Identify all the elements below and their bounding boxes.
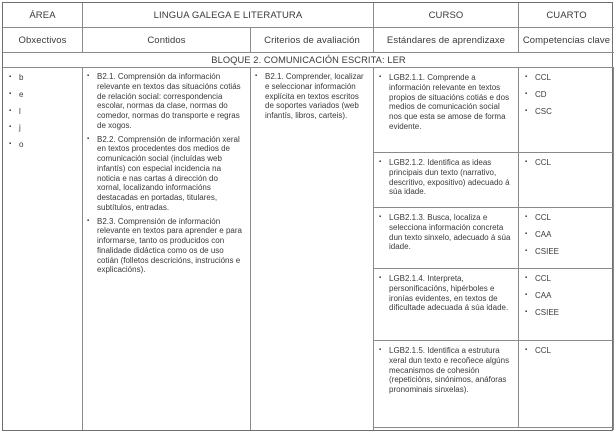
- estandar-text: LGB2.1.1. Comprende a información relevante en textos propios de situacións cotiás e dos medios de comunicación social nos que esta se amose de forma evidente.: [389, 73, 510, 131]
- column-header-competencias: Competencias clave: [519, 28, 614, 53]
- estandar-cell: [374, 153, 519, 207]
- criterio-item: [255, 72, 367, 121]
- bullet-icon: ▪: [525, 159, 528, 165]
- competencia-item-text: CCL: [535, 158, 552, 167]
- bullet-icon: ▪: [255, 73, 258, 79]
- estandar-item: [379, 274, 514, 313]
- estandar-row: [374, 153, 613, 208]
- estandar-row: [374, 269, 613, 341]
- competencia-item: [525, 90, 611, 100]
- estandar-text: LGB2.1.4. Interpreta, personificacións, hipérboles e ironías evidentes, en textos de dificultade adecuada á súa idade.: [389, 274, 509, 313]
- competencia-item: [525, 107, 611, 117]
- bullet-icon: ▪: [9, 74, 12, 80]
- criterio-item-text: B2.1. Comprender, localizar e seleccionar información explícita en textos escritos de soportes variados (web infantís, libros, carteis).: [265, 72, 364, 120]
- competencia-item: [525, 158, 611, 168]
- estandar-item: [379, 346, 514, 395]
- bullet-icon: ▪: [525, 347, 528, 353]
- competencia-item-text: CCL: [535, 73, 552, 82]
- estandares-subtable: [374, 68, 613, 428]
- bullet-icon: ▪: [379, 214, 382, 220]
- column-header-estandares: Estándares de aprendizaxe: [374, 28, 519, 53]
- bullet-icon: ▪: [525, 291, 528, 298]
- bullet-icon: ▪: [87, 73, 90, 79]
- bullet-icon: ▪: [379, 275, 382, 281]
- obxectivo-item-text: b: [19, 73, 24, 82]
- competencia-item-text: CSIEE: [535, 246, 560, 256]
- column-header-criterios: Criterios de avaliación: [251, 28, 374, 53]
- competencia-item-text: CAA: [535, 290, 552, 300]
- contido-item: [87, 72, 244, 131]
- obxectivo-item: [9, 73, 79, 83]
- header-subject: LINGUA GALEGA E LITERATURA: [83, 3, 374, 28]
- competencia-item-text: CD: [535, 89, 547, 99]
- curriculum-table: [2, 2, 613, 431]
- contido-item-text: B2.3. Comprensión de información relevante en textos para aprender e para informarse, tanto os producidos con finalidade didáctica como os de uso cotián (folletos descricións, instrucións e explicacións).: [97, 216, 242, 275]
- bullet-icon: ▪: [525, 90, 528, 97]
- bloque-title: BLOQUE 2. COMUNICACIÓN ESCRITA: LER: [3, 53, 614, 68]
- obxectivo-item: [9, 107, 79, 117]
- bullet-icon: ▪: [379, 159, 382, 165]
- competencia-item: [525, 308, 611, 318]
- estandar-text: LGB2.1.5. Identifica a estrutura xeral dun texto e recoñece algúns mecanismos de cohesión (repeticións, sinónimos, anáforas pronominais sinxelas).: [389, 346, 510, 394]
- competencias-cell: [519, 68, 613, 152]
- competencia-item: [525, 230, 611, 240]
- bullet-icon: ▪: [9, 90, 12, 97]
- obxectivo-item-text: e: [19, 89, 24, 99]
- bullet-icon: ▪: [379, 74, 382, 80]
- competencia-item: [525, 291, 611, 301]
- bullet-icon: ▪: [525, 275, 528, 281]
- column-header-obxectivos: Obxectivos: [3, 28, 83, 53]
- obxectivo-item: [9, 123, 79, 133]
- obxectivo-item: [9, 90, 79, 100]
- header-curso-label: CURSO: [374, 3, 519, 28]
- competencia-item: [525, 274, 611, 284]
- bullet-icon: ▪: [87, 217, 90, 224]
- estandar-item: [379, 213, 514, 252]
- obxectivo-item-text: l: [19, 106, 21, 116]
- competencias-cell: [519, 269, 613, 340]
- competencia-item: [525, 73, 611, 83]
- contidos-cell: [83, 68, 251, 430]
- bullet-icon: ▪: [9, 107, 12, 114]
- competencia-item: [525, 247, 611, 257]
- bullet-icon: ▪: [525, 308, 528, 315]
- competencias-cell: [519, 153, 613, 207]
- bullet-icon: ▪: [525, 107, 528, 114]
- estandar-text: LGB2.1.2. Identifica as ideas principais dun texto (narrativo, descritivo, expositivo) adecuado á súa idade.: [389, 158, 510, 197]
- obxectivo-item-text: o: [19, 140, 24, 149]
- contido-item: [87, 135, 244, 213]
- estandar-row: [374, 341, 613, 428]
- competencia-item-text: CCL: [535, 213, 552, 222]
- estandar-item: [379, 73, 514, 132]
- obxectivos-cell: [3, 68, 83, 430]
- competencia-item-text: CAA: [535, 229, 552, 239]
- competencia-item: [525, 346, 611, 356]
- criterios-cell: [251, 68, 374, 430]
- bullet-icon: ▪: [379, 347, 382, 353]
- bullet-icon: ▪: [525, 74, 528, 80]
- bullet-icon: ▪: [9, 124, 12, 131]
- header-area-label: ÁREA: [3, 3, 83, 28]
- estandar-row: [374, 68, 613, 153]
- estandar-item: [379, 158, 514, 197]
- estandar-cell: [374, 341, 519, 427]
- estandares-competencias-area: [374, 68, 614, 430]
- bullet-icon: ▪: [525, 214, 528, 220]
- competencias-cell: [519, 208, 613, 268]
- estandar-row: [374, 208, 613, 269]
- estandar-cell: [374, 208, 519, 268]
- competencias-cell: [519, 341, 613, 427]
- bullet-icon: ▪: [525, 247, 528, 254]
- obxectivo-item: [9, 140, 79, 150]
- competencia-item-text: CSC: [535, 106, 552, 116]
- competencia-item-text: CSIEE: [535, 307, 560, 317]
- bullet-icon: ▪: [87, 135, 90, 142]
- column-header-contidos: Contidos: [83, 28, 251, 53]
- estandar-cell: [374, 269, 519, 340]
- obxectivo-item-text: j: [19, 123, 21, 133]
- contido-item-text: B2.1. Comprensión da información relevante en textos das situacións cotiás de relación social: correspondencia escolar, normas da clase, normas do comedor, normas do transporte e regras de xogos.: [97, 72, 241, 130]
- bullet-icon: ▪: [525, 230, 528, 237]
- contido-item: [87, 217, 244, 276]
- competencia-item-text: CCL: [535, 274, 552, 283]
- bullet-icon: ▪: [9, 141, 12, 147]
- contido-item-text: B2.2. Comprensión de información xeral en textos procedentes dos medios de comunicación social (incluídas web infantís) con especial incidencia na noticia e nas cartas á dirección do xornal, localizando informacións destacadas en portadas, titulares, subtítulos, entradas.: [97, 134, 240, 212]
- estandar-text: LGB2.1.3. Busca, localiza e selecciona información concreta dun texto sinxelo, adecuado á súa idade.: [389, 213, 511, 252]
- competencia-item-text: CCL: [535, 346, 552, 355]
- competencia-item: [525, 213, 611, 223]
- estandar-cell: [374, 68, 519, 152]
- header-curso-value: CUARTO: [519, 3, 614, 28]
